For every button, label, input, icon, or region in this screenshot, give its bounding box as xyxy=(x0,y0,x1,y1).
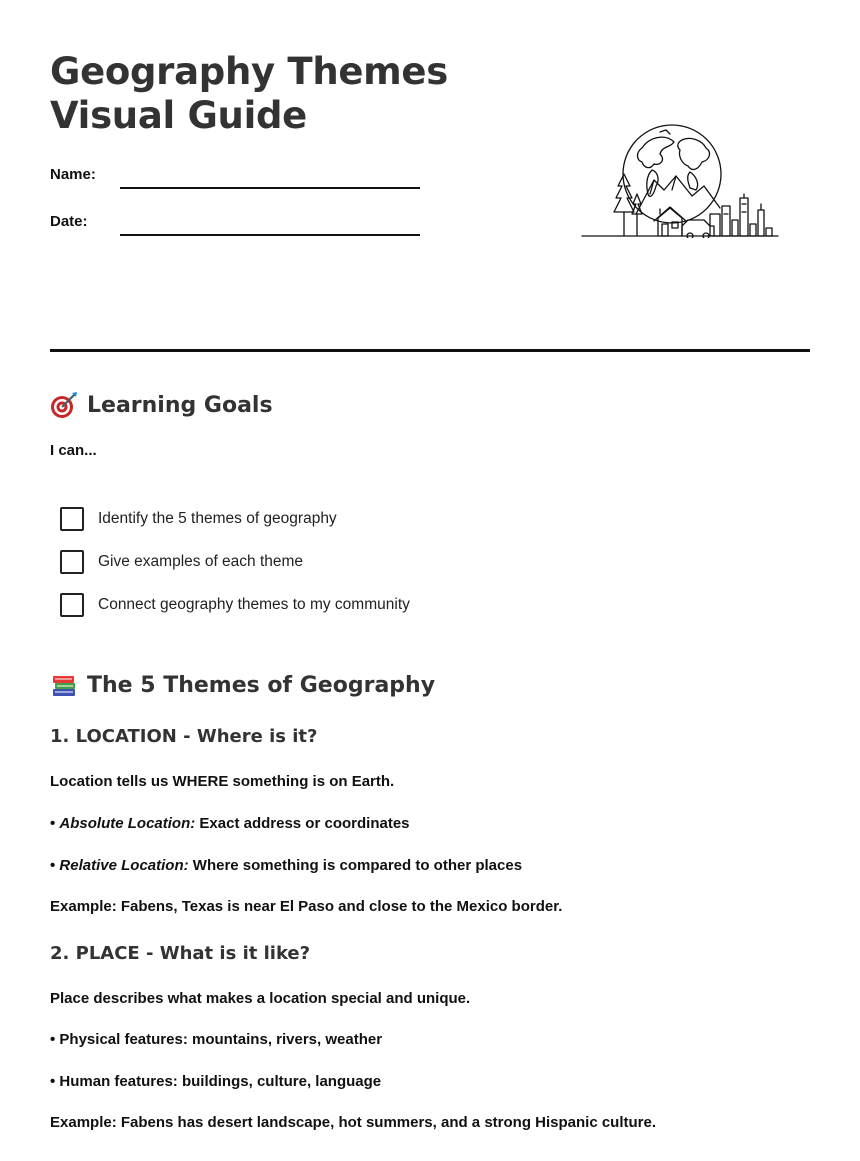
books-icon xyxy=(50,671,78,699)
goal-text-1: Identify the 5 themes of geography xyxy=(98,510,337,527)
absolute-location-bullet: • Absolute Location: Exact address or coordinates xyxy=(50,815,410,832)
location-heading: 1. LOCATION - Where is it? xyxy=(50,726,318,747)
place-example: Example: Fabens has desert landscape, hot summers, and a strong Hispanic culture. xyxy=(50,1114,657,1131)
page-title xyxy=(50,50,448,138)
goal-item-1[interactable] xyxy=(60,507,337,531)
globe-city-nature-illustration xyxy=(580,124,780,238)
location-example: Example: Fabens, Texas is near El Paso and close to the Mexico border. xyxy=(50,898,563,915)
goal-text-3: Connect geography themes to my community xyxy=(98,596,410,613)
name-field[interactable] xyxy=(120,187,420,189)
goals-intro: I can... xyxy=(50,442,97,459)
relative-location-bullet: • Relative Location: Where something is compared to other places xyxy=(50,857,523,874)
themes-heading xyxy=(50,671,435,699)
learning-goals-heading xyxy=(50,391,273,419)
title-line-1: Geography Themes xyxy=(50,50,448,93)
goal-item-2[interactable] xyxy=(60,550,303,574)
goal-item-3[interactable] xyxy=(60,593,410,617)
target-dart-icon xyxy=(50,391,78,419)
physical-features-bullet: • Physical features: mountains, rivers, weather xyxy=(50,1031,383,1048)
relative-location-text: Where something is compared to other places xyxy=(188,857,523,874)
absolute-location-term: Absolute Location: xyxy=(59,815,196,832)
learning-goals-title: Learning Goals xyxy=(87,392,273,418)
header-divider xyxy=(50,349,810,352)
name-label: Name: xyxy=(50,166,96,183)
place-description: Place describes what makes a location special and unique. xyxy=(50,990,471,1007)
goal-checkbox-1[interactable] xyxy=(60,507,84,531)
location-description: Location tells us WHERE something is on Earth. xyxy=(50,773,395,790)
title-line-2: Visual Guide xyxy=(50,94,307,137)
human-features-bullet: • Human features: buildings, culture, language xyxy=(50,1073,382,1090)
absolute-location-text: Exact address or coordinates xyxy=(195,815,410,832)
date-field[interactable] xyxy=(120,234,420,236)
goal-checkbox-2[interactable] xyxy=(60,550,84,574)
goal-text-2: Give examples of each theme xyxy=(98,553,304,570)
goal-checkbox-3[interactable] xyxy=(60,593,84,617)
date-label: Date: xyxy=(50,213,88,230)
relative-location-term: Relative Location: xyxy=(59,857,189,874)
themes-title: The 5 Themes of Geography xyxy=(87,672,436,698)
place-heading: 2. PLACE - What is it like? xyxy=(50,943,311,964)
